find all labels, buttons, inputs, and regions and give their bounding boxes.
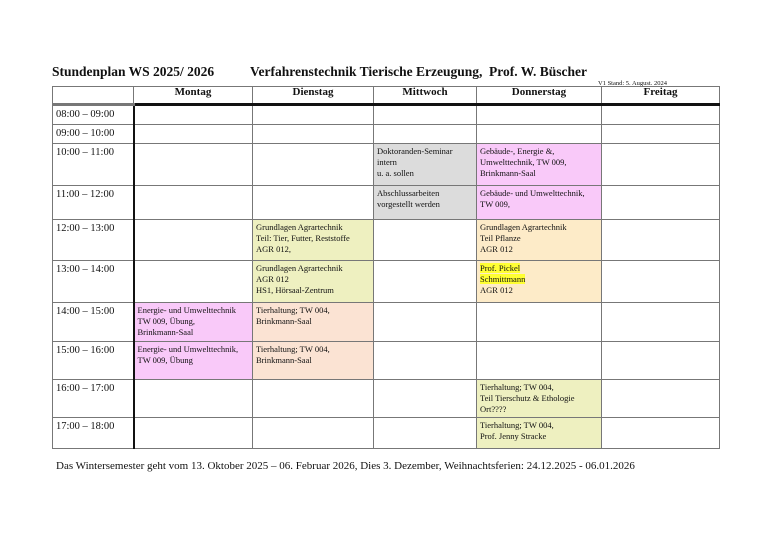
course-line: Abschlussarbeiten <box>377 188 440 198</box>
table-row <box>53 303 720 342</box>
semester-note: Das Wintersemester geht vom 13. Oktober 2025 – 06. Februar 2026, Dies 3. Dezember, Weihnachtsferien: 24.12.2025 - 06.01.2026 <box>56 460 635 472</box>
empty-cell <box>477 105 602 125</box>
time-slot: 13:00 – 14:00 <box>53 261 134 303</box>
course-line: AGR 012, <box>256 244 291 254</box>
table-row <box>53 261 720 303</box>
course-line: vorgestellt werden <box>377 199 440 209</box>
course-line: Tierhaltung; TW 004, <box>256 344 330 354</box>
day-header: Montag <box>134 87 253 105</box>
course-line: Prof. Jenny Stracke <box>480 431 547 441</box>
course-line: Gebäude-, Energie &, <box>480 146 555 156</box>
course-line: TW 009, Übung, <box>137 316 195 326</box>
empty-cell <box>253 380 374 418</box>
empty-cell <box>374 418 477 449</box>
course-cell <box>134 303 253 342</box>
course-line: TW 009, Übung <box>137 355 193 365</box>
course-line: Schmittmann <box>480 274 526 284</box>
empty-cell <box>134 186 253 220</box>
course-line: intern <box>377 157 397 167</box>
empty-cell <box>477 303 602 342</box>
professor-name: Prof. W. Büscher <box>489 64 588 79</box>
empty-cell <box>374 220 477 261</box>
empty-cell <box>602 186 720 220</box>
course-line: AGR 012 <box>256 274 289 284</box>
empty-cell <box>253 105 374 125</box>
empty-cell <box>134 380 253 418</box>
time-slot: 09:00 – 10:00 <box>53 125 134 144</box>
course-line: Grundlagen Agrartechnik <box>256 222 343 232</box>
empty-cell <box>374 380 477 418</box>
course-cell <box>477 144 602 186</box>
empty-cell <box>374 342 477 380</box>
day-header: Mittwoch <box>374 87 477 105</box>
course-cell <box>374 186 477 220</box>
empty-cell <box>477 342 602 380</box>
table-row <box>53 220 720 261</box>
course-cell <box>477 220 602 261</box>
course-line: Grundlagen Agrartechnik <box>480 222 567 232</box>
time-slot: 17:00 – 18:00 <box>53 418 134 449</box>
course-line: Umwelttechnik, TW 009, <box>480 157 567 167</box>
course-line: Teil Pflanze <box>480 233 521 243</box>
empty-cell <box>253 125 374 144</box>
table-row <box>53 144 720 186</box>
header-row <box>53 87 720 105</box>
course-cell <box>477 186 602 220</box>
course-line: Tierhaltung; TW 004, <box>480 382 554 392</box>
course-line: Energie- und Umwelttechnik, <box>137 344 239 354</box>
empty-cell <box>134 220 253 261</box>
empty-cell <box>374 261 477 303</box>
time-slot: 15:00 – 16:00 <box>53 342 134 380</box>
table-row <box>53 380 720 418</box>
empty-cell <box>477 125 602 144</box>
empty-cell <box>602 144 720 186</box>
course-line: AGR 012 <box>480 244 513 254</box>
course-cell <box>374 144 477 186</box>
empty-cell <box>253 186 374 220</box>
course-cell <box>134 342 253 380</box>
course-line: Gebäude- und Umwelttechnik, <box>480 188 585 198</box>
day-header: Dienstag <box>253 87 374 105</box>
subject-title: Verfahrenstechnik Tierische Erzeugung, <box>250 64 483 79</box>
course-cell <box>253 303 374 342</box>
time-slot: 12:00 – 13:00 <box>53 220 134 261</box>
table-row <box>53 125 720 144</box>
course-line: Brinkmann-Saal <box>256 316 312 326</box>
course-cell <box>477 261 602 303</box>
course-cell <box>253 220 374 261</box>
course-line: u. a. sollen <box>377 168 414 178</box>
course-cell <box>253 261 374 303</box>
course-cell <box>477 380 602 418</box>
course-line: Energie- und Umwelttechnik <box>137 305 237 315</box>
empty-cell <box>134 144 253 186</box>
empty-cell <box>253 418 374 449</box>
time-slot: 14:00 – 15:00 <box>53 303 134 342</box>
course-line: Brinkmann-Saal <box>137 327 194 337</box>
table-row <box>53 342 720 380</box>
course-line: Brinkmann-Saal <box>480 168 536 178</box>
empty-cell <box>602 342 720 380</box>
course-cell <box>253 342 374 380</box>
empty-cell <box>602 220 720 261</box>
empty-cell <box>134 105 253 125</box>
course-line: Tierhaltung; TW 004, <box>480 420 554 430</box>
empty-cell <box>374 303 477 342</box>
course-line: Teil Tierschutz & Ethologie <box>480 393 575 403</box>
table-row <box>53 105 720 125</box>
empty-cell <box>602 105 720 125</box>
course-line: TW 009, <box>480 199 511 209</box>
corner-cell <box>53 87 134 105</box>
schedule-title: Stundenplan WS 2025/ 2026 <box>52 64 215 79</box>
version-stand: V1 Stand: 5. August. 2024 <box>598 80 667 87</box>
course-line: Prof. Pickel <box>480 263 521 273</box>
time-slot: 08:00 – 09:00 <box>53 105 134 125</box>
course-line: Teil: Tier, Futter, Reststoffe <box>256 233 350 243</box>
course-line: AGR 012 <box>480 285 513 295</box>
empty-cell <box>602 418 720 449</box>
empty-cell <box>374 105 477 125</box>
timetable <box>52 86 720 449</box>
empty-cell <box>374 125 477 144</box>
day-header: Freitag <box>602 87 720 105</box>
empty-cell <box>602 303 720 342</box>
empty-cell <box>602 125 720 144</box>
course-cell <box>477 418 602 449</box>
course-line: Grundlagen Agrartechnik <box>256 263 343 273</box>
empty-cell <box>602 380 720 418</box>
course-line: Ort???? <box>480 404 507 414</box>
table-row <box>53 418 720 449</box>
empty-cell <box>602 261 720 303</box>
course-line: HS1, Hörsaal-Zentrum <box>256 285 334 295</box>
course-line: Tierhaltung; TW 004, <box>256 305 330 315</box>
empty-cell <box>134 125 253 144</box>
empty-cell <box>134 418 253 449</box>
course-line: Doktoranden-Seminar <box>377 146 453 156</box>
course-line: Brinkmann-Saal <box>256 355 312 365</box>
table-row <box>53 186 720 220</box>
day-header: Donnerstag <box>477 87 602 105</box>
time-slot: 11:00 – 12:00 <box>53 186 134 220</box>
time-slot: 10:00 – 11:00 <box>53 144 134 186</box>
time-slot: 16:00 – 17:00 <box>53 380 134 418</box>
empty-cell <box>253 144 374 186</box>
empty-cell <box>134 261 253 303</box>
